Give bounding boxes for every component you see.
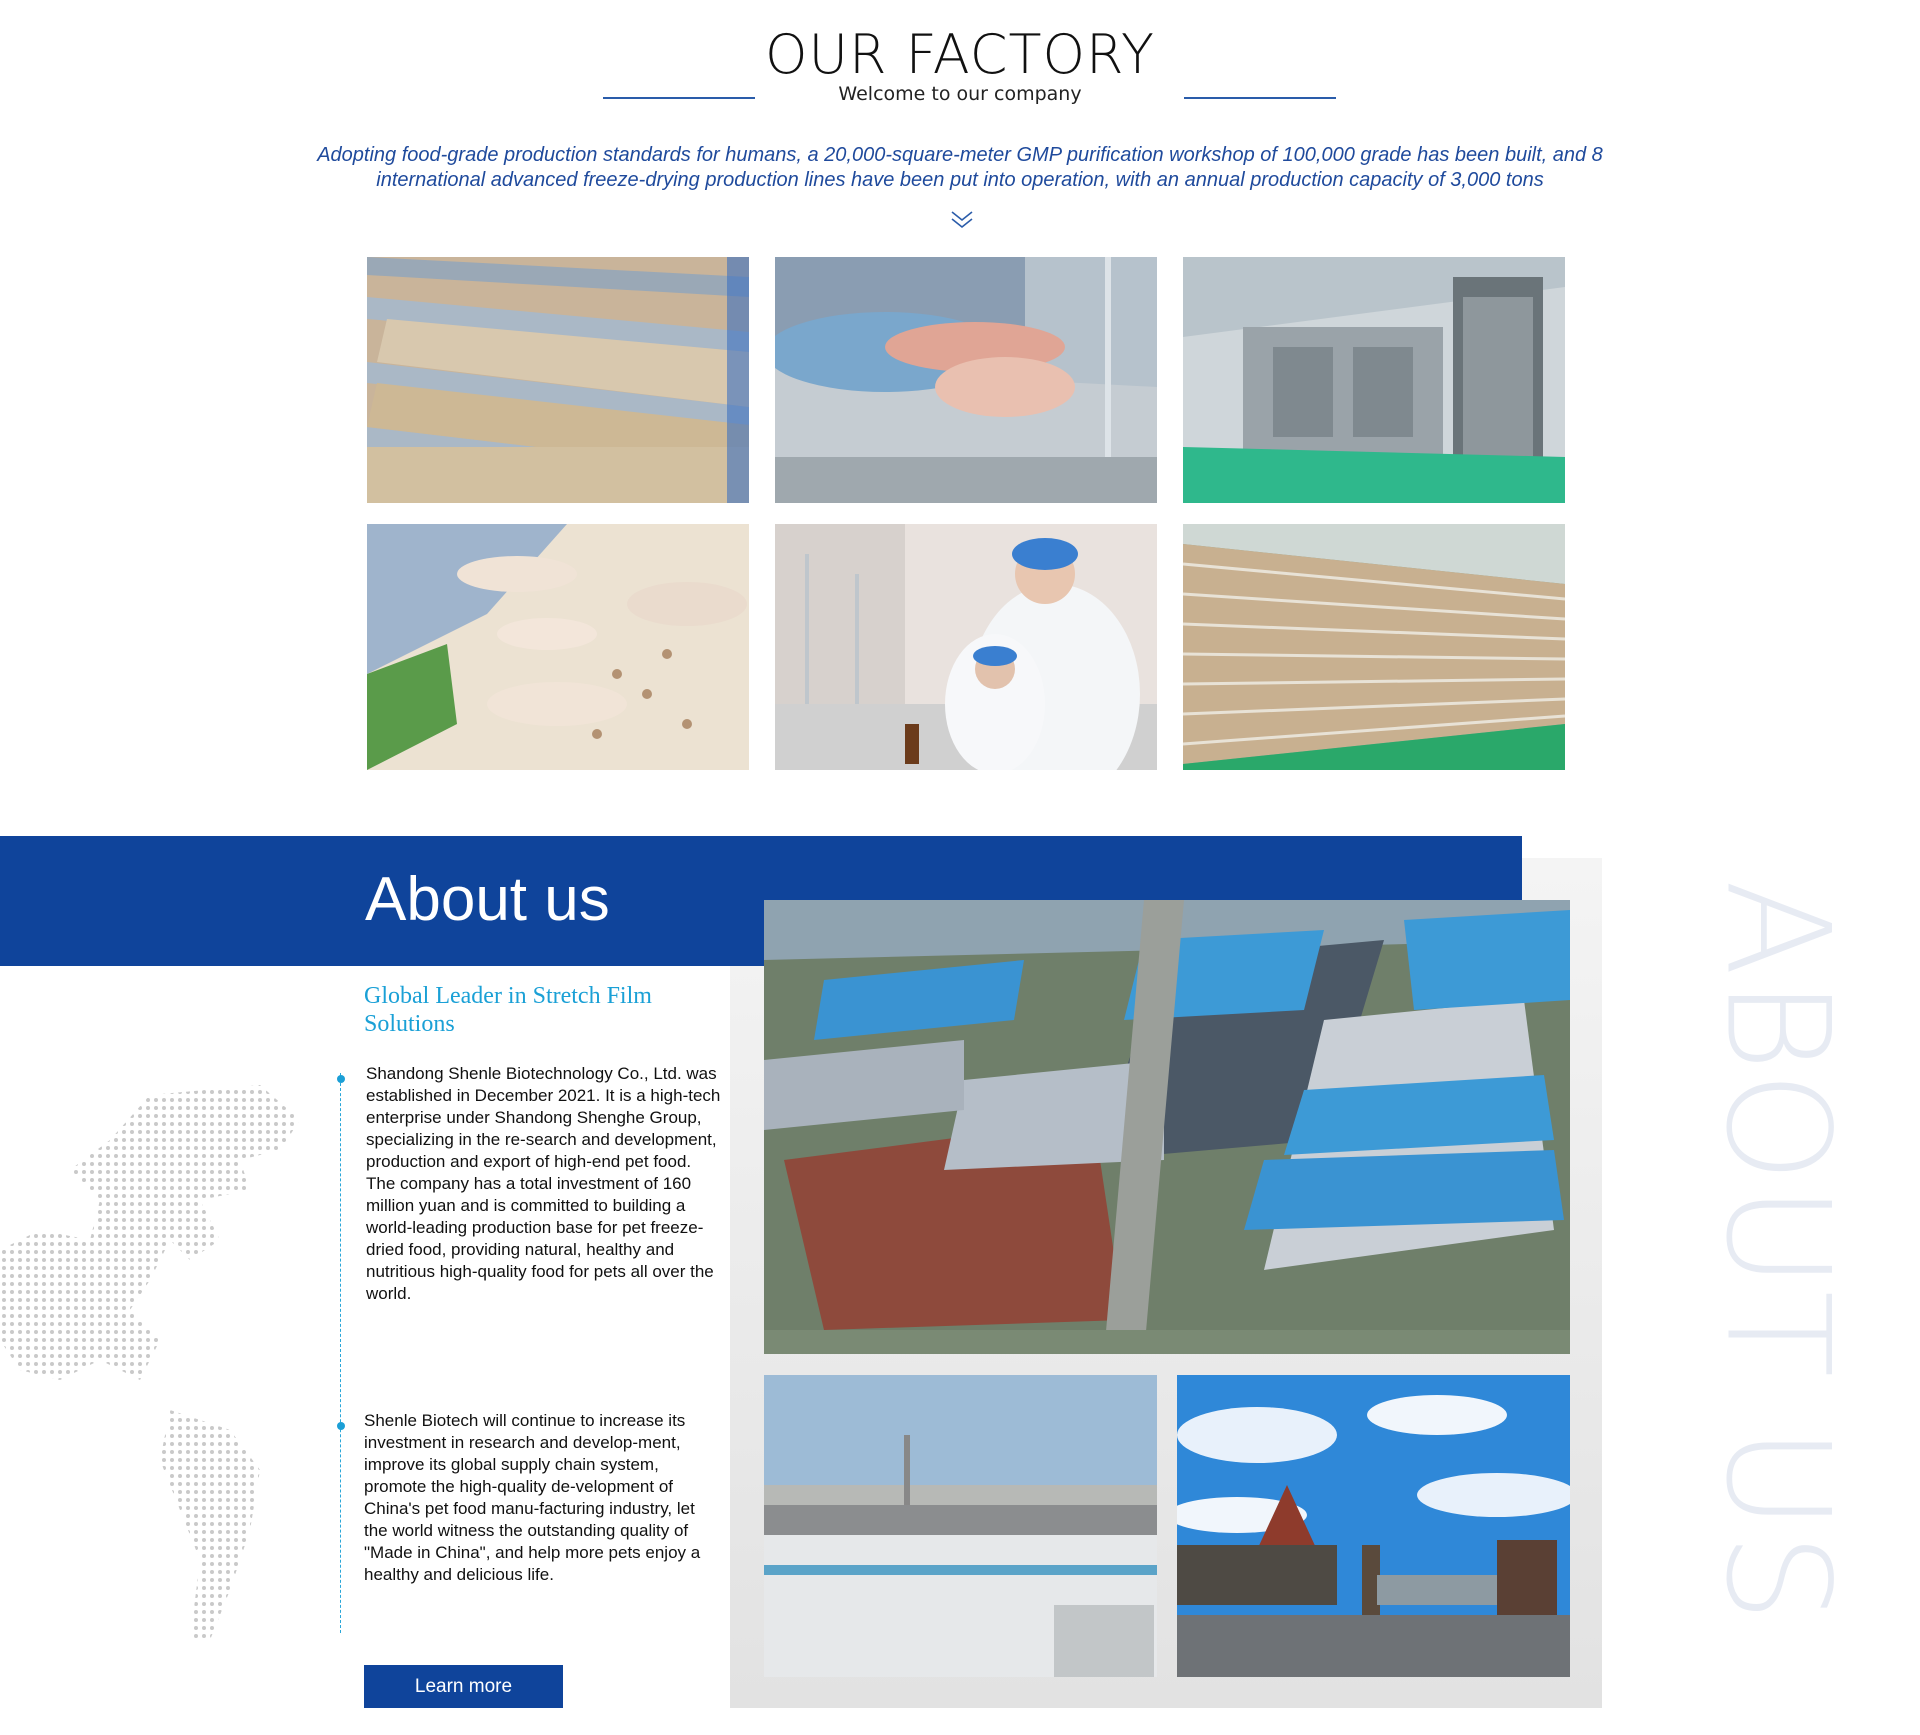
about-watermark [1694,879,1860,1625]
about-watermark-text: ABOUT US [1694,879,1860,1625]
factory-subtitle: Welcome to our company [838,83,1082,105]
about-subtitle: Global Leader in Stretch Film Solutions [364,983,652,1037]
timeline-dot-1 [337,1075,345,1083]
aerial-factory-photo[interactable] [764,900,1570,1354]
learn-more-button[interactable]: Learn more [364,1665,563,1708]
timeline-dot-2 [337,1422,345,1430]
factory-photo-workshop[interactable] [1183,257,1565,503]
factory-photo-sorting[interactable] [367,524,749,770]
timeline-line [340,1073,341,1633]
factory-photo-cutting[interactable] [775,257,1157,503]
factory-photo-trays[interactable] [367,257,749,503]
factory-building-photo[interactable] [764,1375,1157,1677]
chevron-down-icon[interactable] [950,208,974,230]
about-title: About us [365,865,610,934]
factory-photo-lab[interactable] [775,524,1157,770]
entrance-gate-photo[interactable] [1177,1375,1570,1677]
factory-title: OUR FACTORY [764,23,1156,86]
world-map-dots [0,1080,340,1660]
factory-description: Adopting food-grade production standards for humans, a 20,000-square-meter GMP purification workshop of 100,000 grade has been built, and 8 international advanced freeze-drying production lines have been put into operation, with an annual production capacity of 3,000 tons [317,144,1603,191]
about-paragraph-2: Shenle Biotech will continue to increase its investment in research and develop-ment, improve its global supply chain system, promote the high-quality de-velopment of China's pet food manu-facturing industry, let the world witness the outstanding quality of "Made in China", and help more pets enjoy a healthy and delicious life. [364,1411,701,1584]
factory-photo-racks[interactable] [1183,524,1565,770]
about-paragraph-1: Shandong Shenle Biotechnology Co., Ltd. was established in December 2021. It is a high-tech enterprise under Shandong Shenghe Group, specializing in the re-search and development, production and export of high-end pet food. The company has a total investment of 160 million yuan and is committed to building a world-leading production base for pet freeze-dried food, providing natural, healthy and nutritious high-quality food for pets all over the world. [366,1064,721,1303]
